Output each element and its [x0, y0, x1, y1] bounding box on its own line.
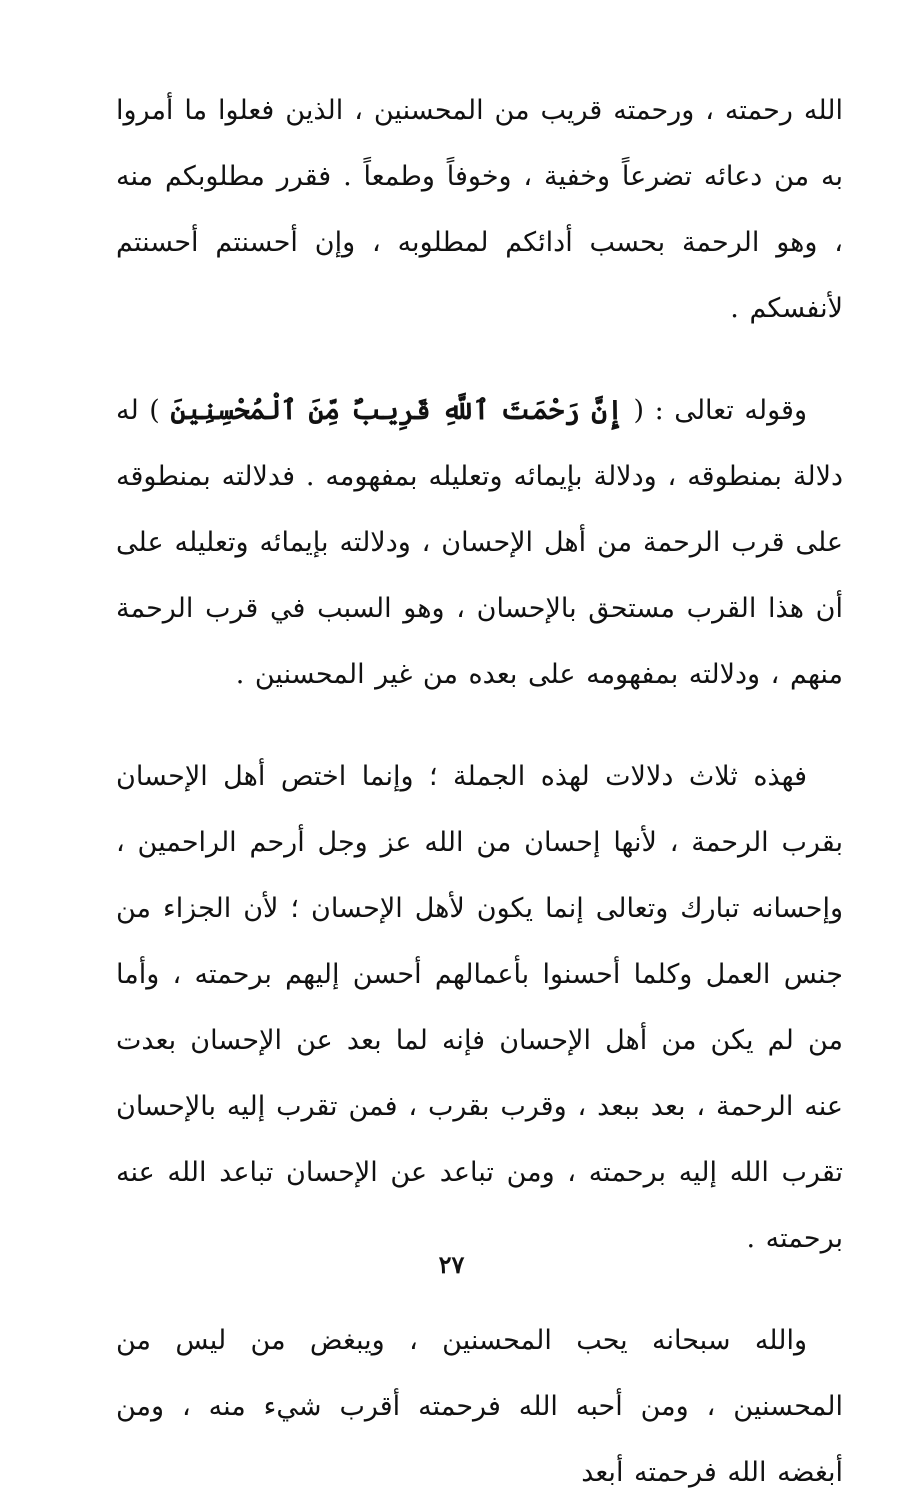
paragraph-3: فهذه ثلاث دلالات لهذه الجملة ؛ وإنما اختص أهل الإحسان بقرب الرحمة ، لأنها إحسان من الله عز وجل أرحم الراحمين ، وإحسانه تبارك وتعالى إنما يكون لأهل الإحسان ؛ لأن الجزاء من جنس العمل وكلما أحسنوا بأعمالهم أحسن إليهم برحمته ، وأما من لم يكن من أهل الإحسان فإنه لما بعد عن الإحسان بعدت عنه الرحمة ، بعد ببعد ، وقرب بقرب ، فمن تقرب إليه بالإحسان تقرب الله إليه برحمته ، ومن تباعد عن الإحسان تباعد الله عنه برحمته . — [116, 761, 843, 1254]
paragraph-4: والله سبحانه يحب المحسنين ، ويبغض من ليس من المحسنين ، ومن أحبه الله فرحمته أقرب شيء منه ، ومن أبغضه الله فرحمته أبعد — [116, 1325, 843, 1488]
body-text — [116, 78, 843, 1506]
paragraph-1: الله رحمته ، ورحمته قريب من المحسنين ، الذين فعلوا ما أمروا به من دعائه تضرعاً وخفية ، وخوفاً وطمعاً . فقرر مطلوبكم منه ، وهو الرحمة بحسب أدائكم لمطلوبه ، وإن أحسنتم أحسنتم لأنفسكم . — [116, 95, 843, 324]
paragraph-2-body: ) له دلالة بمنطوقه ، ودلالة بإيمائه وتعليله بمفهومه . فدلالته بمنطوقه على قرب الرحمة من أهل الإحسان ، ودلالته بإيمائه وتعليله على أن هذا القرب مستحق بالإحسان ، وهو السبب في قرب الرحمة منهم ، ودلالته بمفهومه على بعده من غير المحسنين . — [115, 395, 843, 690]
quran-verse: إِنَّ رَحْمَتَ ٱللَّهِ قَرِيبٌ مِّنَ ٱلْمُحْسِنِينَ — [170, 395, 623, 426]
book-page — [0, 78, 903, 1488]
paragraph-2-intro: وقوله تعالى : ( — [633, 395, 807, 426]
paragraph-2 — [116, 378, 843, 708]
page-number: ٢٧ — [438, 1250, 465, 1279]
